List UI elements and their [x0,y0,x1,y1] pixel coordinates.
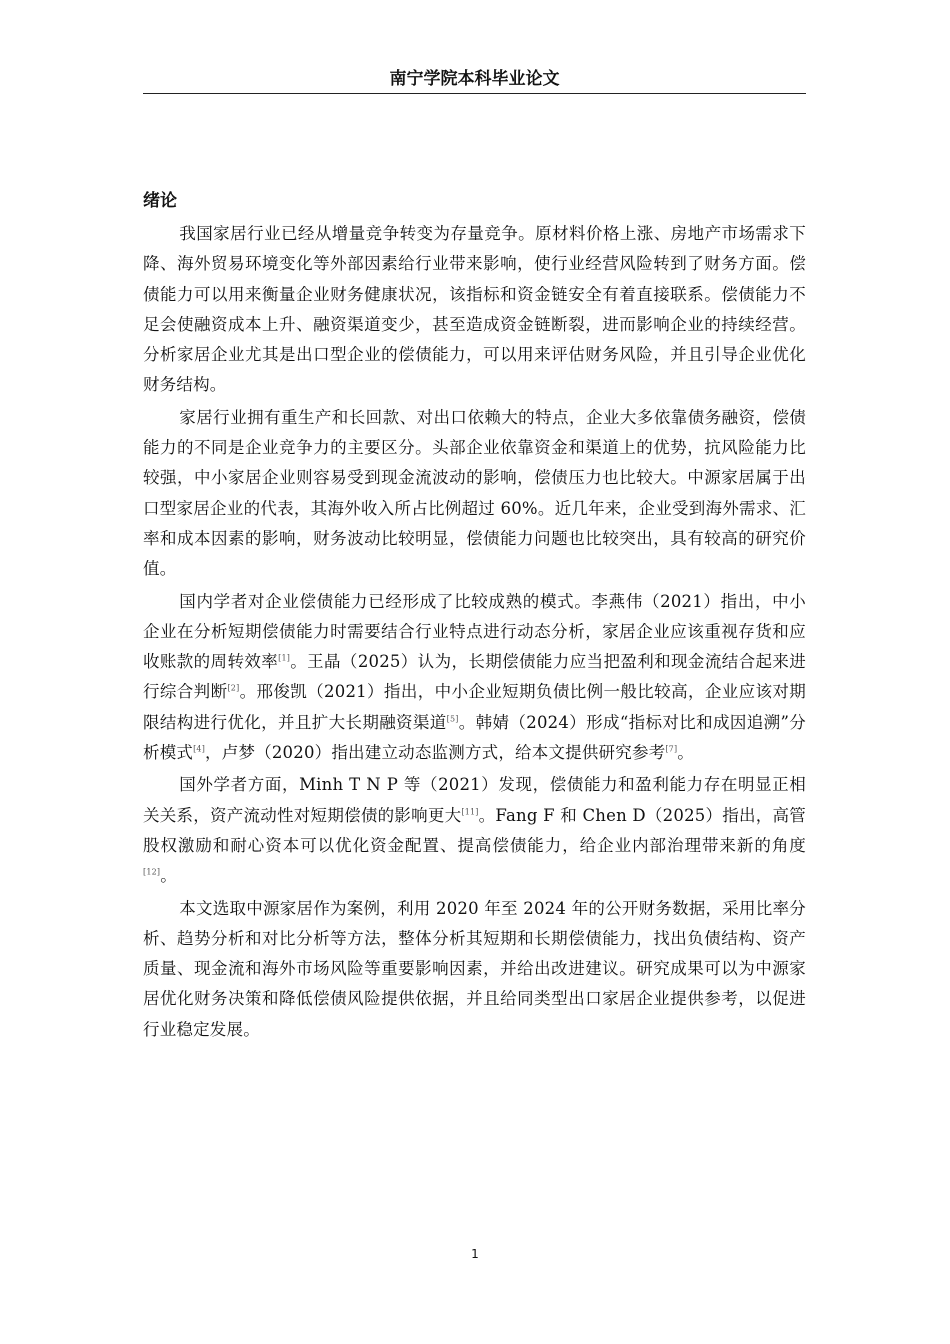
paragraph-text: 。 [677,743,694,763]
section-title: 绪论 [143,191,177,211]
paragraph-text: 我国家居行业已经从增量竞争转变为存量竞争。原材料价格上涨、房地产市场需求下降、海外贸易环境变化等外部因素给行业带来影响，使行业经营风险转到了财务方面。偿债能力可以用来衡量企业财务健康状况，该指标和资金链安全有着直接联系。偿债能力不足会使融资成本上升、融资渠道变少，甚至造成资金链断裂，进而影响企业的持续经营。分析家居企业尤其是出口型企业的偿债能力，可以用来评估财务风险，并且引导企业优化财务结构。 [143,224,806,395]
paragraph-text: 国内学者对企业偿债能力已经形成了比较成熟的模式。李燕伟（2021）指出，中小企业在分析短期偿债能力时需要结合行业特点进行动态分析，家居企业应该重视存货和应收账款的周转效率 [143,591,806,672]
body-paragraph [143,770,806,891]
page-header [143,66,806,94]
citation-marker: [11] [461,807,479,817]
body-paragraph [143,403,806,585]
paragraph-text: 家居行业拥有重生产和长回款、对出口依赖大的特点，企业大多依靠债务融资，偿债能力的不同是企业竞争力的主要区分。头部企业依靠资金和渠道上的优势，抗风险能力比较强，中小家居企业则容易受到现金流波动的影响，偿债压力也比较大。中源家居属于出口型家居企业的代表，其海外收入所占比例超过 60%。近几年来，企业受到海外需求、汇率和成本因素的影响，财务波动比较明显，偿债能力问题也比较突出，具有较高的研究价值。 [143,407,806,579]
document-body [143,188,806,1047]
citation-marker: [7] [665,744,678,754]
paragraph-text: 本文选取中源家居作为案例，利用 2020 年至 2024 年的公开财务数据，采用比率分析、趋势分析和对比分析等方法，整体分析其短期和长期偿债能力，找出负债结构、资产质量、现金流和海外市场风险等重要影响因素，并给出改进建议。研究成果可以为中源家居优化财务决策和降低偿债风险提供依据，并且给同类型出口家居企业提供参考，以促进行业稳定发展。 [143,898,806,1039]
paragraph-text: 。王晶（2025）认为，长期偿债能力应当把盈利和现金流结合起来进行综合判断 [143,652,806,702]
paragraph-text: 。Fang F 和 Chen D（2025）指出，高管股权激励和耐心资本可以优化资金配置、提高偿债能力，给企业内部治理带来新的角度 [143,805,806,855]
paragraph-text: ，卢梦（2020）指出建立动态监测方式，给本文提供研究参考 [205,743,666,763]
body-paragraph [143,587,806,769]
page-number: 1 [471,1247,479,1261]
paragraph-text: 。 [160,866,177,886]
citation-marker: [4] [193,744,206,754]
body-paragraph [143,894,806,1045]
body-paragraph [143,219,806,401]
paragraph-list [143,219,806,1045]
citation-marker: [5] [446,714,459,724]
citation-marker: [1] [278,653,291,663]
paragraph-text: 。邢俊凯（2021）指出，中小企业短期负债比例一般比较高，企业应该对期限结构进行优化，并且扩大长期融资渠道 [143,682,807,732]
citation-marker: [2] [227,683,240,693]
paragraph-text: 。韩婧（2024）形成“指标对比和成因追溯”分析模式 [143,712,806,763]
header-title: 南宁学院本科毕业论文 [389,69,560,89]
citation-marker: [12] [143,867,161,877]
paragraph-text: 国外学者方面，Minh T N P 等（2021）发现，偿债能力和盈利能力存在明显正相关关系，资产流动性对短期偿债的影响更大 [143,775,806,825]
